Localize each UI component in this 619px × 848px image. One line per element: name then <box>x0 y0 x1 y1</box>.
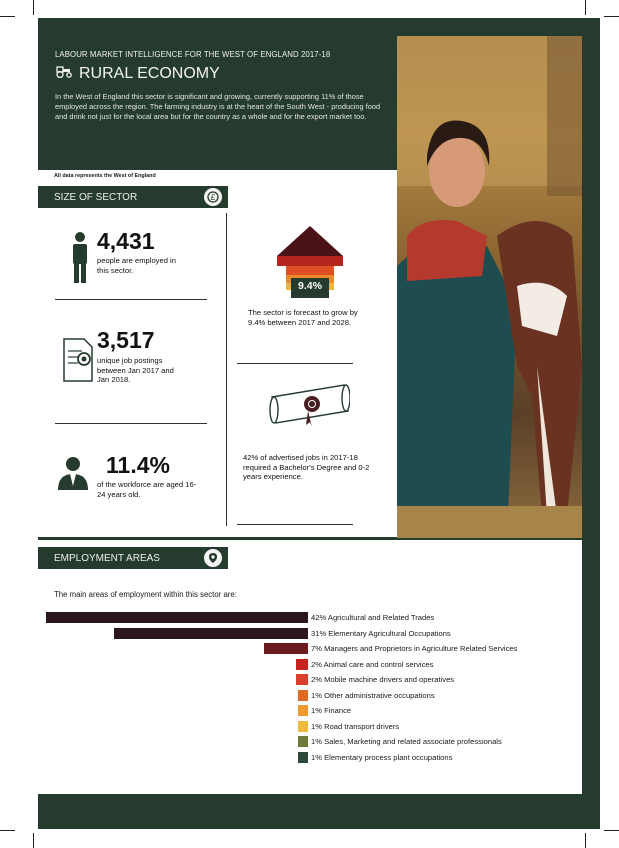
diploma-icon <box>266 383 350 440</box>
employment-heading: EMPLOYMENT AREAS <box>54 552 160 564</box>
crop-mark <box>604 16 619 17</box>
growth-badge: 9.4% <box>298 280 322 292</box>
crop-mark <box>604 830 619 831</box>
page-title: RURAL ECONOMY <box>79 65 220 82</box>
size-heading: SIZE OF SECTOR <box>54 191 138 203</box>
column-divider <box>226 213 227 526</box>
employment-bar-label: 1% Road transport drivers <box>311 721 400 731</box>
employment-bar-label: 7% Managers and Proprietors in Agriculture Related Services <box>311 644 518 653</box>
youth-value: 11.4% <box>106 452 170 478</box>
svg-text:£: £ <box>210 193 216 202</box>
crop-mark <box>33 833 34 848</box>
employment-bar <box>296 659 309 670</box>
size-heading-band <box>38 186 228 208</box>
employment-bar <box>298 690 308 701</box>
employment-bar <box>298 705 308 716</box>
employment-heading-band <box>38 547 228 569</box>
employment-bar <box>46 612 309 623</box>
employment-bar <box>298 721 308 732</box>
crop-mark <box>33 0 34 15</box>
employment-bar-label: 2% Mobile machine drivers and operatives <box>311 675 455 684</box>
employment-bar <box>264 643 308 654</box>
crop-mark <box>0 16 15 17</box>
employment-bar-label: 1% Elementary process plant occupations <box>311 752 453 762</box>
eyebrow: LABOUR MARKET INTELLIGENCE FOR THE WEST OF ENGLAND 2017-18 <box>55 50 331 59</box>
employment-bar-label: 1% Sales, Marketing and related associate professionals <box>311 737 502 746</box>
employed-value: 4,431 <box>97 228 155 254</box>
divider <box>55 299 207 300</box>
divider <box>55 423 207 424</box>
employment-panel <box>38 540 582 794</box>
employed-text: people are employed in this sector. <box>97 256 176 275</box>
data-note: All data represents the West of England <box>54 173 156 179</box>
employment-bar-label: 1% Other administrative occupations <box>311 690 435 700</box>
divider <box>237 524 353 525</box>
employment-bar <box>114 628 308 639</box>
document-icon <box>62 337 96 388</box>
divider <box>237 363 353 364</box>
crop-mark <box>585 833 586 848</box>
employment-bar <box>298 736 308 747</box>
employment-bar-label: 2% Animal care and control services <box>311 659 434 669</box>
employment-bar-label: 42% Agricultural and Related Trades <box>311 613 435 622</box>
intro-text: In the West of England this sector is significant and growing, currently supporting 11% of those employed across the region. The farming industry is at the heart of the South West - producing food and drink not just for the local area but for the country as a whole and for the export market too. <box>55 92 381 121</box>
crop-mark <box>585 0 586 15</box>
employment-bar-label: 1% Finance <box>311 706 352 715</box>
farmer-calf-photo <box>397 36 582 538</box>
location-pin-icon <box>204 549 222 567</box>
employment-bar-label: 31% Elementary Agricultural Occupations <box>311 628 451 638</box>
growth-text: The sector is forecast to grow by 9.4% between 2017 and 2028. <box>248 308 358 327</box>
crop-mark <box>0 830 15 831</box>
postings-value: 3,517 <box>97 327 155 353</box>
degree-text: 42% of advertised jobs in 2017-18 required a Bachelor's Degree and 0-2 years experience. <box>243 453 370 481</box>
header <box>55 50 385 122</box>
youth-text: of the workforce are aged 16-24 years old. <box>97 480 197 499</box>
postings-text: unique job postings between Jan 2017 and Jan 2018. <box>97 356 174 384</box>
employment-bar <box>296 674 309 685</box>
pound-icon <box>204 188 222 206</box>
employment-bar <box>298 752 308 763</box>
person-icon <box>70 232 90 289</box>
worker-icon <box>56 456 90 495</box>
employment-intro: The main areas of employment within this sector are: <box>54 590 237 599</box>
tractor-icon <box>55 65 73 83</box>
growth-arrow-icon <box>277 226 343 305</box>
